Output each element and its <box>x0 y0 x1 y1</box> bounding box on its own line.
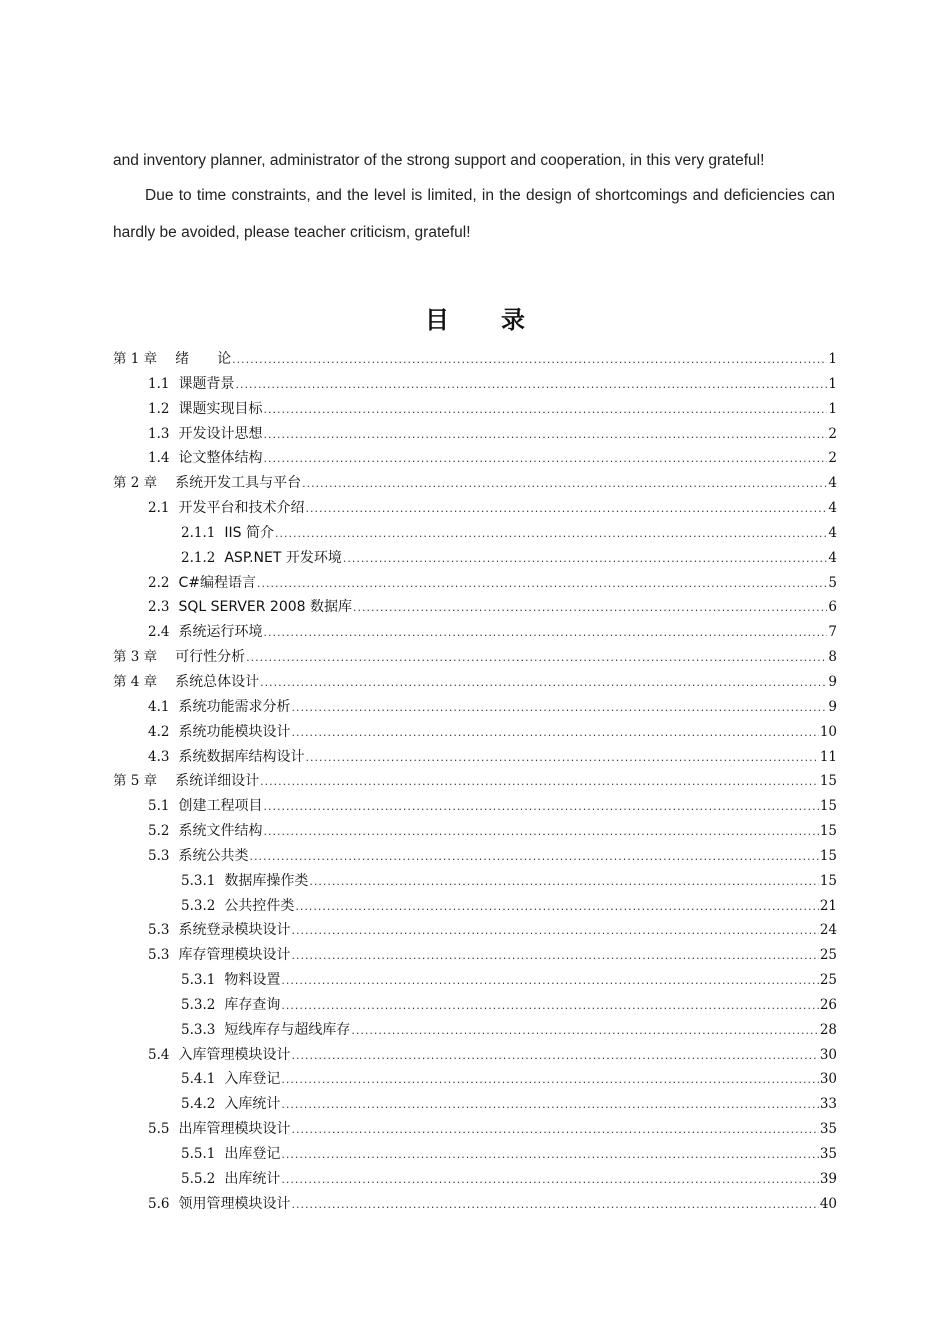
toc-entry-label: 系统开发工具与平台 <box>175 475 302 492</box>
toc-entry[interactable] <box>113 1167 837 1192</box>
toc-leader-dots <box>257 572 827 597</box>
toc-entry[interactable] <box>113 347 837 372</box>
toc-entry-label: 系统功能需求分析 <box>178 698 291 715</box>
toc-entry[interactable] <box>113 844 837 869</box>
toc-entry-page: 15 <box>819 872 837 889</box>
toc-entry[interactable] <box>113 620 837 645</box>
toc-entry-number: 2.1 <box>148 500 170 517</box>
toc-leader-dots <box>305 746 818 771</box>
toc-entry-number: 第 4 章 <box>113 673 158 690</box>
toc-entry[interactable] <box>113 695 837 720</box>
toc-entry-page: 26 <box>819 996 837 1013</box>
toc-leader-dots <box>235 373 827 398</box>
toc-entry-number: 4.2 <box>148 723 170 740</box>
toc-leader-dots <box>281 969 818 994</box>
toc-leader-dots <box>291 944 818 969</box>
toc-entry[interactable] <box>113 595 837 620</box>
toc-title <box>0 300 950 335</box>
toc-entry-label: 公共控件类 <box>224 897 295 914</box>
toc-entry-label: 短线库存与超线库存 <box>224 1021 351 1038</box>
toc-entry-label: 库存管理模块设计 <box>178 947 291 964</box>
toc-leader-dots <box>295 895 818 920</box>
toc-entry-label: 出库登记 <box>224 1146 281 1162</box>
toc-leader-dots <box>263 398 827 423</box>
toc-entry-label: 系统文件结构 <box>178 823 263 840</box>
toc-leader-dots <box>291 721 818 746</box>
toc-leader-dots <box>263 621 827 646</box>
toc-entry[interactable] <box>113 819 837 844</box>
toc-entry-page: 30 <box>819 1046 837 1063</box>
toc-entry-number: 5.3 <box>148 947 170 964</box>
toc-entry-label: 系统总体设计 <box>175 673 260 690</box>
toc-entry-number: 5.4.1 <box>181 1071 216 1088</box>
toc-entry-number: 第 3 章 <box>113 649 158 666</box>
toc-entry-label: 课题背景 <box>178 375 235 392</box>
toc-entry-page: 15 <box>819 847 837 864</box>
toc-entry-label: 系统运行环境 <box>178 624 263 641</box>
toc-entry-page: 15 <box>819 798 837 815</box>
toc-entry-number: 1.4 <box>148 450 170 467</box>
toc-entry-number: 第 1 章 <box>113 351 158 367</box>
toc-entry-page: 2 <box>828 450 837 467</box>
toc-leader-dots <box>343 547 828 572</box>
toc-entry-page: 4 <box>828 549 837 566</box>
toc-entry-number: 5.3.3 <box>181 1021 216 1038</box>
toc-entry-label: 课题实现目标 <box>178 400 263 417</box>
toc-entry[interactable] <box>113 471 837 496</box>
toc-entry-number: 5.3 <box>148 922 170 939</box>
toc-entry-page: 39 <box>819 1170 837 1187</box>
toc-entry-label: 创建工程项目 <box>178 798 263 815</box>
toc-leader-dots <box>291 919 818 944</box>
toc-leader-dots <box>263 447 827 472</box>
toc-leader-dots <box>291 696 827 721</box>
toc-entry-page: 2 <box>828 425 837 442</box>
acknowledgement-paragraph-end: and inventory planner, administrator of the strong support and cooperation, in this very grateful! <box>113 152 765 169</box>
toc-entry-page: 9 <box>828 698 837 715</box>
toc-entry-page: 10 <box>819 723 837 740</box>
toc-entry-page: 8 <box>828 649 837 666</box>
toc-entry[interactable] <box>113 521 837 546</box>
toc-entry-page: 4 <box>828 500 837 517</box>
toc-entry-label: IIS 简介 <box>224 524 274 541</box>
toc-entry-label: 库存查询 <box>224 996 281 1013</box>
toc-entry-label: 开发平台和技术介绍 <box>178 500 305 517</box>
toc-entry-number: 1.1 <box>148 375 170 392</box>
toc-entry-page: 35 <box>819 1121 837 1138</box>
toc-entry[interactable] <box>113 1067 837 1092</box>
toc-entry-page: 7 <box>828 624 837 641</box>
toc-entry[interactable] <box>113 645 837 670</box>
toc-entry[interactable] <box>113 1142 837 1167</box>
toc-entry-label: C#编程语言 <box>178 574 256 591</box>
toc-leader-dots <box>353 596 827 621</box>
toc-entry-number: 5.3.2 <box>181 897 216 914</box>
toc-entry[interactable] <box>113 372 837 397</box>
toc-leader-dots <box>263 795 818 820</box>
toc-leader-dots <box>249 845 818 870</box>
toc-entry-number: 1.3 <box>148 425 170 442</box>
toc-entry-label: 数据库操作类 <box>224 872 309 889</box>
toc-entry-label: 入库管理模块设计 <box>178 1046 291 1063</box>
toc-entry-page: 33 <box>819 1096 837 1113</box>
toc-entry[interactable] <box>113 794 837 819</box>
toc-leader-dots <box>291 1044 818 1069</box>
toc-entry[interactable] <box>113 993 837 1018</box>
toc-leader-dots <box>281 1068 818 1093</box>
toc-entry-page: 40 <box>819 1195 837 1212</box>
toc-entry[interactable] <box>113 869 837 894</box>
toc-entry-label: 系统详细设计 <box>175 773 260 790</box>
toc-entry[interactable] <box>113 918 837 943</box>
toc-leader-dots <box>263 423 827 448</box>
toc-entry-page: 4 <box>828 475 837 492</box>
toc-leader-dots <box>232 348 827 373</box>
toc-entry-page: 9 <box>828 673 837 690</box>
toc-entry-number: 2.1.1 <box>181 524 216 541</box>
toc-leader-dots <box>305 497 827 522</box>
toc-entry[interactable] <box>113 894 837 919</box>
toc-entry-page: 25 <box>819 972 837 989</box>
toc-entry-number: 5.4 <box>148 1046 170 1063</box>
toc-entry-label: 开发设计思想 <box>178 425 263 442</box>
toc-entry-label: 可行性分析 <box>175 649 246 666</box>
toc-entry-number: 4.1 <box>148 698 170 715</box>
toc-entry-number: 5.5.2 <box>181 1170 216 1187</box>
toc-entry-page: 35 <box>819 1146 837 1162</box>
toc-entry[interactable] <box>113 446 837 471</box>
toc-leader-dots <box>275 522 827 547</box>
toc-entry[interactable] <box>113 670 837 695</box>
toc-entry-page: 25 <box>819 947 837 964</box>
toc-entry[interactable] <box>113 1018 837 1043</box>
toc-entry-number: 5.4.2 <box>181 1096 216 1113</box>
toc-entry-number: 1.2 <box>148 400 170 417</box>
toc-entry-label: 出库统计 <box>224 1170 281 1187</box>
toc-entry-page: 30 <box>819 1071 837 1088</box>
toc-entry[interactable] <box>113 1117 837 1142</box>
toc-entry[interactable] <box>113 397 837 422</box>
toc-entry-page: 28 <box>819 1021 837 1038</box>
toc-entry-label: 领用管理模块设计 <box>178 1195 291 1212</box>
toc-entry-label: SQL SERVER 2008 数据库 <box>178 599 353 616</box>
toc-leader-dots <box>246 646 827 671</box>
toc-leader-dots <box>291 1193 818 1218</box>
toc-entry-label: 系统登录模块设计 <box>178 922 291 939</box>
toc-entry-label: 入库统计 <box>224 1096 281 1113</box>
table-of-contents <box>113 347 837 1217</box>
toc-entry-number: 5.6 <box>148 1195 170 1212</box>
toc-entry-label: 入库登记 <box>224 1071 281 1088</box>
toc-entry-number: 5.3.2 <box>181 996 216 1013</box>
toc-entry-number: 第 2 章 <box>113 475 158 492</box>
toc-entry-number: 2.3 <box>148 599 170 616</box>
toc-entry[interactable] <box>113 968 837 993</box>
toc-leader-dots <box>351 1019 818 1044</box>
toc-entry[interactable] <box>113 571 837 596</box>
toc-entry-page: 5 <box>828 574 837 591</box>
toc-entry[interactable] <box>113 1192 837 1217</box>
toc-entry[interactable] <box>113 1092 837 1117</box>
toc-entry[interactable] <box>113 943 837 968</box>
toc-entry-page: 15 <box>819 823 837 840</box>
toc-entry-number: 5.3.1 <box>181 872 216 889</box>
toc-entry[interactable] <box>113 720 837 745</box>
toc-entry-number: 5.3.1 <box>181 972 216 989</box>
toc-entry-label: 论文整体结构 <box>178 450 263 467</box>
toc-entry-page: 1 <box>828 375 837 392</box>
toc-entry-label: 系统数据库结构设计 <box>178 748 305 765</box>
toc-leader-dots <box>263 820 818 845</box>
toc-entry-page: 21 <box>819 897 837 914</box>
toc-entry-label: 物料设置 <box>224 972 281 989</box>
toc-entry-page: 6 <box>828 599 837 616</box>
toc-entry-number: 5.1 <box>148 798 170 815</box>
toc-leader-dots <box>260 770 819 795</box>
toc-leader-dots <box>260 671 827 696</box>
toc-entry-number: 第 5 章 <box>113 773 158 790</box>
toc-entry-number: 2.4 <box>148 624 170 641</box>
toc-entry-page: 1 <box>828 351 837 367</box>
toc-leader-dots <box>281 1143 818 1168</box>
toc-entry[interactable] <box>113 1043 837 1068</box>
toc-leader-dots <box>291 1118 818 1143</box>
toc-entry[interactable] <box>113 422 837 447</box>
toc-entry[interactable] <box>113 745 837 770</box>
toc-title-char: 录 <box>501 306 577 334</box>
toc-title-char: 目 <box>425 306 501 334</box>
toc-entry-number: 2.2 <box>148 574 170 591</box>
toc-leader-dots <box>302 472 827 497</box>
toc-entry-page: 15 <box>819 773 837 790</box>
toc-entry-label: 系统功能模块设计 <box>178 723 291 740</box>
toc-entry-number: 5.5.1 <box>181 1146 216 1162</box>
toc-entry-number: 5.3 <box>148 847 170 864</box>
toc-entry-page: 4 <box>828 524 837 541</box>
toc-entry-label: 系统公共类 <box>178 847 249 864</box>
toc-entry-number: 5.5 <box>148 1121 170 1138</box>
acknowledgement-paragraph: Due to time constraints, and the level is limited, in the design of shortcomings and deficiencies can hardly be avoided, please teacher criticism, grateful! <box>113 187 835 241</box>
toc-leader-dots <box>281 1168 818 1193</box>
toc-entry[interactable] <box>113 496 837 521</box>
toc-entry[interactable] <box>113 546 837 571</box>
toc-leader-dots <box>281 994 818 1019</box>
toc-entry[interactable] <box>113 769 837 794</box>
toc-entry-label: 出库管理模块设计 <box>178 1121 291 1138</box>
toc-entry-number: 4.3 <box>148 748 170 765</box>
toc-entry-number: 2.1.2 <box>181 549 216 566</box>
toc-entry-label: ASP.NET 开发环境 <box>224 549 342 566</box>
toc-entry-page: 1 <box>828 400 837 417</box>
toc-leader-dots <box>309 870 818 895</box>
toc-entry-page: 11 <box>819 748 837 765</box>
toc-leader-dots <box>281 1093 818 1118</box>
toc-entry-number: 5.2 <box>148 823 170 840</box>
toc-entry-page: 24 <box>819 922 837 939</box>
toc-entry-label: 绪 论 <box>175 351 232 367</box>
